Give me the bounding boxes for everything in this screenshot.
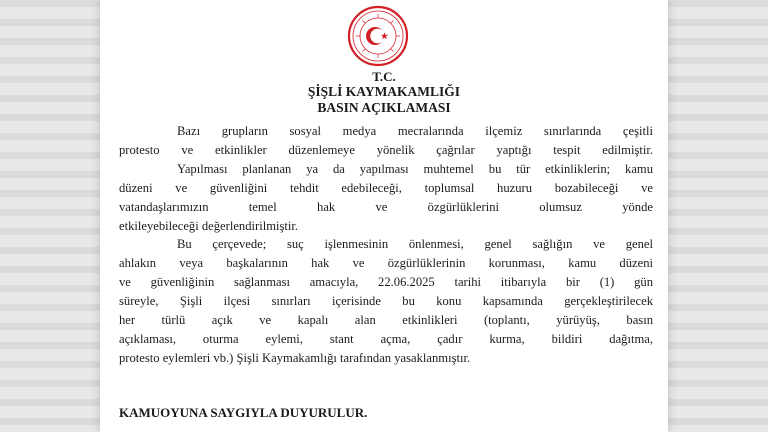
paragraph-1-line-6: etkileyebileceği değerlendirilmiştir. xyxy=(119,218,299,233)
header-office-name: ŞİŞLİ KAYMAKAMLIĞI xyxy=(307,84,461,99)
closing-statement: KAMUOYUNA SAYGIYLA DUYURULUR. xyxy=(119,405,368,420)
paragraph-1-line-3: Yapılması planlanan ya da yapılması muhtemel bu tür etkinliklerin; kamu xyxy=(177,161,653,176)
paragraph-2-line-1: Bu çerçevede; suç işlenmesinin önlenmesi, genel sağlığın ve genel xyxy=(177,237,653,252)
paragraph-2-line-6: açıklaması, oturma eylemi, stant açma, çadır kurma, bildiri dağıtma, xyxy=(119,331,653,346)
press-release-document xyxy=(100,0,668,432)
paragraph-2-line-4: süreyle, Şişli ilçesi sınırları içerisinde bu konu kapsamında gerçekleştirilecek xyxy=(119,294,653,309)
paragraph-2-line-7: protesto eylemleri vb.) Şişli Kaymakamlığı tarafından yasaklanmıştır. xyxy=(119,350,471,365)
paragraph-1-line-4: düzeni ve güvenliğini tehdit edebileceği, toplumsal huzuru bozabileceği ve xyxy=(119,180,653,195)
paragraph-2-line-5: her türlü açık ve kapalı alan etkinlikleri (toplantı, yürüyüş, basın xyxy=(119,313,653,328)
paragraph-2-line-2: ahlakın veya başkalarının hak ve özgürlüklerinin korunması, kamu düzeni xyxy=(119,256,653,271)
paragraph-1-line-5: vatandaşlarımızın temel hak ve özgürlüklerini olumsuz yönde xyxy=(119,199,653,214)
header-press-release-title: BASIN AÇIKLAMASI xyxy=(317,100,451,115)
turkish-government-seal-icon xyxy=(346,4,410,68)
body-text xyxy=(119,122,653,368)
header-tc: T.C. xyxy=(372,69,396,84)
paragraph-1-line-1: Bazı grupların sosyal medya mecralarında ilçemiz sınırlarında çeşitli xyxy=(177,124,653,138)
paragraph-2-line-3: ve güvenliğinin sağlanması amacıyla, 22.06.2025 tarihi itibarıyla bir (1) gün xyxy=(119,275,653,290)
paragraph-1-line-2: protesto ve etkinlikler düzenlemeye yönelik çağrılar yaptığı tespit edilmiştir. xyxy=(119,142,653,157)
